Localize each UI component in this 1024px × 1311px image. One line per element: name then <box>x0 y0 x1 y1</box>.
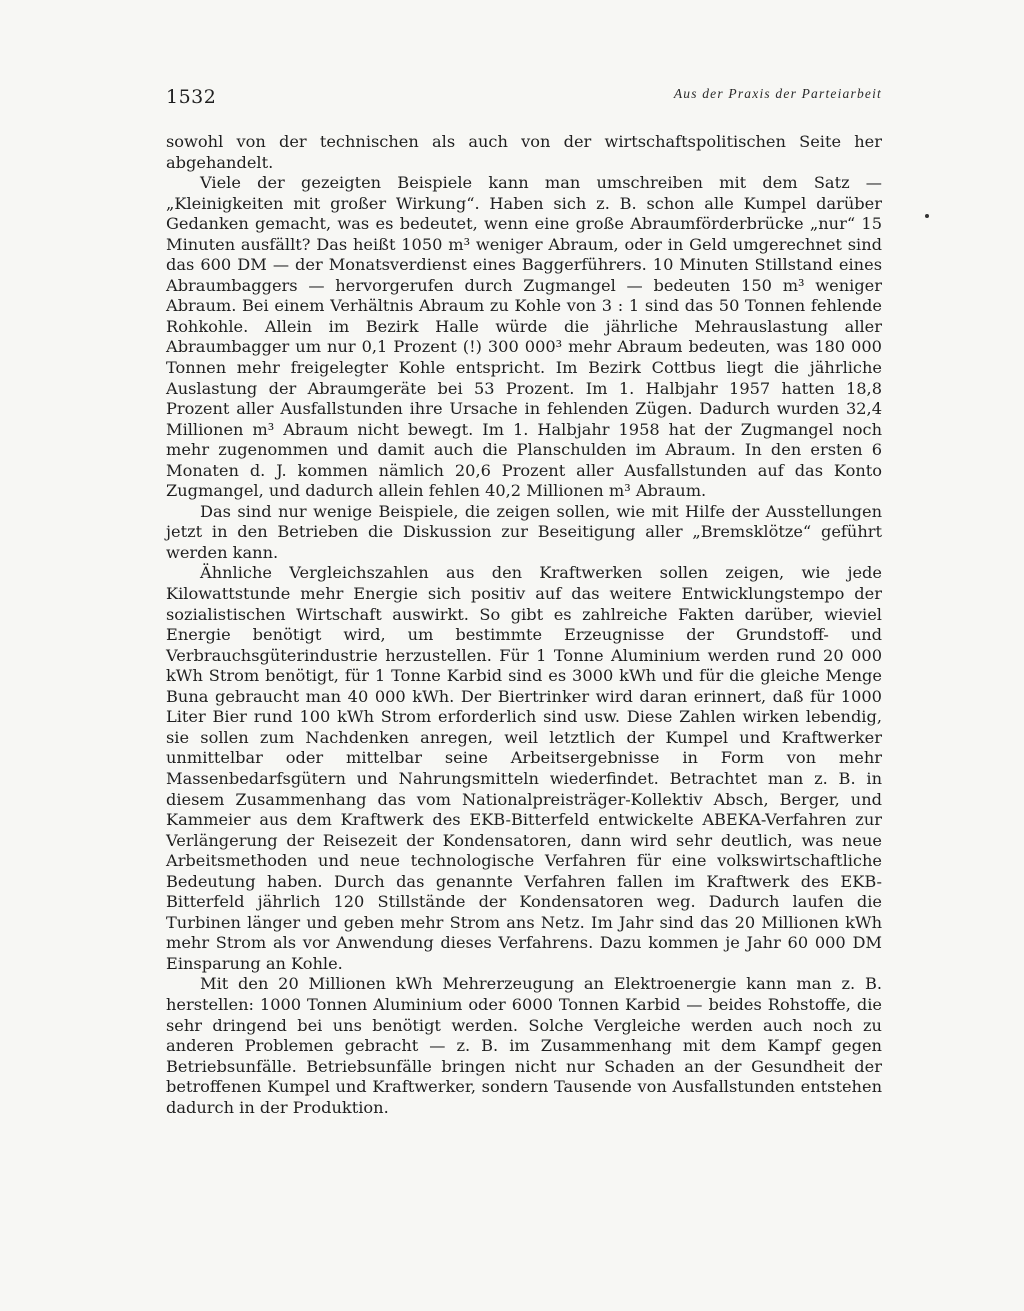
paragraph: Viele der gezeigten Beispiele kann man umschreiben mit dem Satz — „Kleinigkeiten mit großer Wirkung“. Haben sich z. B. schon alle Kumpel darüber Gedanken gemacht, was es bedeutet, wenn eine große Abraumförderbrücke „nur“ 15 Minuten ausfällt? Das heißt 1050 m³ weniger Abraum, oder in Geld umgerechnet sind das 600 DM — der Monatsverdienst eines Baggerführers. 10 Minuten Stillstand eines Abraumbaggers — hervorgerufen durch Zugmangel — bedeuten 150 m³ weniger Abraum. Bei einem Verhältnis Abraum zu Kohle von 3 : 1 sind das 50 Tonnen fehlende Rohkohle. Allein im Bezirk Halle würde die jährliche Mehrauslastung aller Abraumbagger um nur 0,1 Prozent (!) 300 000³ mehr Abraum bedeuten, was 180 000 Tonnen mehr freigelegter Kohle entspricht. Im Bezirk Cottbus liegt die jährliche Auslastung der Abraumgeräte bei 53 Prozent. Im 1. Halbjahr 1957 hatten 18,8 Prozent aller Ausfallstunden ihre Ursache in fehlenden Zügen. Dadurch wurden 32,4 Millionen m³ Abraum nicht bewegt. Im 1. Halbjahr 1958 hat der Zugmangel noch mehr zugenommen und damit auch die Planschulden im Abraum. In den ersten 6 Monaten d. J. kommen nämlich 20,6 Prozent aller Ausfallstunden auf das Konto Zugmangel, und dadurch allein fehlen 40,2 Millionen m³ Abraum. <box>166 173 882 501</box>
paragraph: Mit den 20 Millionen kWh Mehrerzeugung an Elektroenergie kann man z. B. herstellen: 1000 Tonnen Aluminium oder 6000 Tonnen Karbid — beides Rohstoffe, die sehr dringend bei uns benötigt werden. Solche Vergleiche werden auch noch zu anderen Problemen gebracht — z. B. im Zusammenhang mit dem Kampf gegen Betriebsunfälle. Betriebsunfälle bringen nicht nur Schaden an der Gesundheit der betroffenen Kumpel und Kraftwerker, sondern Tausende von Ausfallstunden entstehen dadurch in der Produktion. <box>166 974 882 1117</box>
paragraph-continuation: sowohl von der technischen als auch von der wirtschaftspolitischen Seite her abgehandelt. <box>166 132 882 172</box>
paragraph: Ähnliche Vergleichszahlen aus den Kraftwerken sollen zeigen, wie jede Kilowattstunde mehr Energie sich positiv auf das weitere Entwicklungstempo der sozialistischen Wirtschaft auswirkt. So gibt es zahlreiche Fakten darüber, wieviel Energie benötigt wird, um bestimmte Erzeugnisse der Grundstoff- und Verbrauchsgüterindustrie herzustellen. Für 1 Tonne Aluminium werden rund 20 000 kWh Strom benötigt, für 1 Tonne Karbid sind es 3000 kWh und für die gleiche Menge Buna gebraucht man 40 000 kWh. Der Biertrinker wird daran erinnert, daß für 1000 Liter Bier rund 100 kWh Strom erforderlich sind usw. Diese Zahlen wirken lebendig, sie sollen zum Nachdenken anregen, weil letztlich der Kumpel und Kraftwerker unmittelbar oder mittelbar seine Arbeitsergebnisse in Form von mehr Massenbedarfsgütern und Nahrungsmitteln wiederfindet. Betrachtet man z. B. in diesem Zusammenhang das vom Nationalpreisträger-Kollektiv Absch, Berger, und Kammeier aus dem Kraftwerk des EKB-Bitterfeld entwickelte ABEKA-Verfahren zur Verlängerung der Reisezeit der Kondensatoren, dann wird sehr deutlich, was neue Arbeitsmethoden und neue technologische Verfahren für eine volkswirtschaftliche Bedeutung haben. Durch das genannte Verfahren fallen im Kraftwerk des EKB-Bitterfeld jährlich 120 Stillstände der Kondensatoren weg. Dadurch laufen die Turbinen länger und geben mehr Strom ans Netz. Im Jahr sind das 20 Millionen kWh mehr Strom als vor Anwendung dieses Verfahrens. Dazu kommen je Jahr 60 000 DM Einsparung an Kohle. <box>166 563 882 973</box>
margin-speck <box>925 214 929 218</box>
page-number: 1532 <box>166 86 217 108</box>
body-text <box>166 132 882 1118</box>
running-head: Aus der Praxis der Parteiarbeit <box>673 86 882 101</box>
page-header <box>166 86 882 116</box>
paragraph: Das sind nur wenige Beispiele, die zeigen sollen, wie mit Hilfe der Ausstellungen jetzt in den Betrieben die Diskussion zur Beseitigung aller „Bremsklötze“ geführt werden kann. <box>166 501 882 562</box>
